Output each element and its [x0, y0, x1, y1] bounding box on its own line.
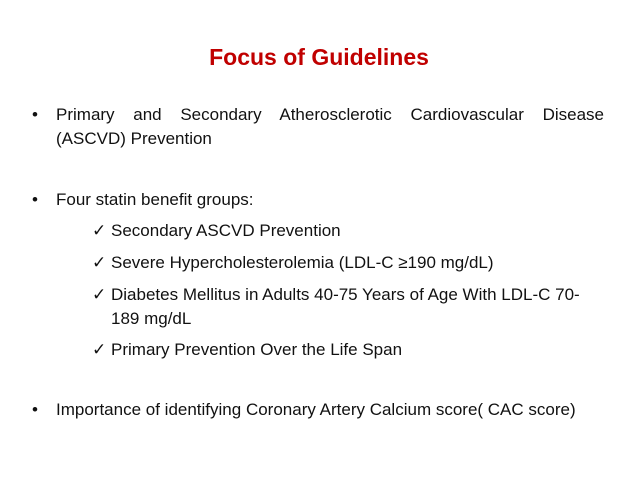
- bullet-dot-icon: •: [32, 190, 38, 209]
- bullet-item: [32, 188, 604, 212]
- statin-group-item: [92, 251, 604, 275]
- statin-group-text: Diabetes Mellitus in Adults 40-75 Years of Age With LDL-C 70-189 mg/dL: [111, 285, 580, 328]
- checkmark-icon: ✓: [92, 221, 107, 240]
- bullet-item: [32, 398, 604, 422]
- bullet-text: Four statin benefit groups:: [56, 190, 254, 209]
- bullet-item: [32, 103, 604, 151]
- statin-group-item: [92, 338, 604, 362]
- bullet-text: Primary and Secondary Atherosclerotic Cardiovascular Disease (ASCVD) Prevention: [56, 105, 604, 148]
- bullet-dot-icon: •: [32, 105, 38, 124]
- statin-group-text: Primary Prevention Over the Life Span: [111, 340, 403, 359]
- bullet-dot-icon: •: [32, 400, 38, 419]
- checkmark-icon: ✓: [92, 253, 107, 272]
- statin-group-text: Secondary ASCVD Prevention: [111, 221, 341, 240]
- statin-group-text: Severe Hypercholesterolemia (LDL-C ≥190 mg/dL): [111, 253, 494, 272]
- slide-title: Focus of Guidelines: [209, 44, 429, 70]
- checkmark-icon: ✓: [92, 285, 107, 304]
- statin-group-item: [92, 219, 604, 243]
- bullet-text: Importance of identifying Coronary Artery Calcium score( CAC score): [56, 400, 576, 419]
- checkmark-icon: ✓: [92, 340, 107, 359]
- statin-group-item: [92, 283, 604, 331]
